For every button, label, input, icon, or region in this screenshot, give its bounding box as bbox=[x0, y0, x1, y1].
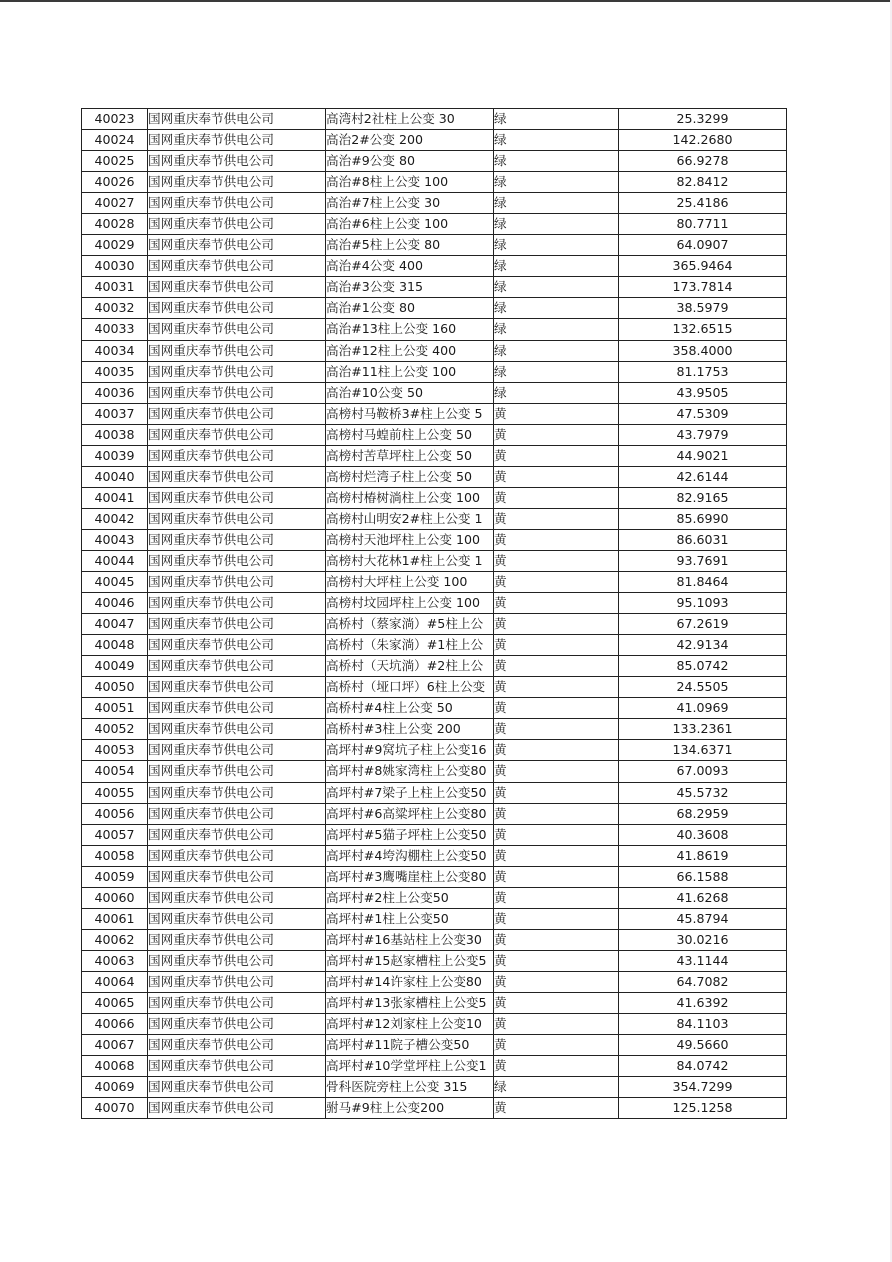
table-row bbox=[82, 214, 787, 235]
value-cell: 44.9021 bbox=[619, 445, 787, 466]
value-cell: 86.6031 bbox=[619, 529, 787, 550]
transformer-name-cell: 高治#13柱上公变 160 bbox=[326, 319, 494, 340]
table-row bbox=[82, 445, 787, 466]
transformer-name-cell: 高湾村2社柱上公变 30 bbox=[326, 109, 494, 130]
row-id-cell: 40027 bbox=[82, 193, 148, 214]
company-cell: 国网重庆奉节供电公司 bbox=[148, 698, 326, 719]
table-row bbox=[82, 740, 787, 761]
transformer-name-cell: 高治#9公变 80 bbox=[326, 151, 494, 172]
value-cell: 66.9278 bbox=[619, 151, 787, 172]
transformer-name-cell: 高坪村#6高粱坪柱上公变80 bbox=[326, 803, 494, 824]
transformer-name-cell: 高坪村#12刘家柱上公变10 bbox=[326, 1014, 494, 1035]
table-row bbox=[82, 719, 787, 740]
row-id-cell: 40052 bbox=[82, 719, 148, 740]
value-cell: 40.3608 bbox=[619, 824, 787, 845]
row-id-cell: 40046 bbox=[82, 593, 148, 614]
company-cell: 国网重庆奉节供电公司 bbox=[148, 298, 326, 319]
row-id-cell: 40049 bbox=[82, 656, 148, 677]
table-row bbox=[82, 761, 787, 782]
transformer-name-cell: 高坪村#9窝坑子柱上公变16 bbox=[326, 740, 494, 761]
status-color-cell: 黄 bbox=[494, 424, 619, 445]
row-id-cell: 40063 bbox=[82, 950, 148, 971]
company-cell: 国网重庆奉节供电公司 bbox=[148, 319, 326, 340]
table-row bbox=[82, 572, 787, 593]
value-cell: 142.2680 bbox=[619, 130, 787, 151]
company-cell: 国网重庆奉节供电公司 bbox=[148, 593, 326, 614]
transformer-name-cell: 高治#10公变 50 bbox=[326, 382, 494, 403]
company-cell: 国网重庆奉节供电公司 bbox=[148, 677, 326, 698]
company-cell: 国网重庆奉节供电公司 bbox=[148, 1077, 326, 1098]
table-row bbox=[82, 1014, 787, 1035]
status-color-cell: 黄 bbox=[494, 824, 619, 845]
transformer-name-cell: 高桥村#4柱上公变 50 bbox=[326, 698, 494, 719]
table-row bbox=[82, 193, 787, 214]
company-cell: 国网重庆奉节供电公司 bbox=[148, 887, 326, 908]
table-row bbox=[82, 529, 787, 550]
transformer-name-cell: 高坪村#5猫子坪柱上公变50 bbox=[326, 824, 494, 845]
value-cell: 354.7299 bbox=[619, 1077, 787, 1098]
status-color-cell: 绿 bbox=[494, 1077, 619, 1098]
company-cell: 国网重庆奉节供电公司 bbox=[148, 1014, 326, 1035]
transformer-name-cell: 高榜村天池坪柱上公变 100 bbox=[326, 529, 494, 550]
company-cell: 国网重庆奉节供电公司 bbox=[148, 803, 326, 824]
status-color-cell: 黄 bbox=[494, 656, 619, 677]
value-cell: 93.7691 bbox=[619, 550, 787, 571]
transformer-name-cell: 高桥村（天坑淌）#2柱上公 bbox=[326, 656, 494, 677]
transformer-name-cell: 高榜村马鞍桥3#柱上公变 5 bbox=[326, 403, 494, 424]
company-cell: 国网重庆奉节供电公司 bbox=[148, 256, 326, 277]
company-cell: 国网重庆奉节供电公司 bbox=[148, 424, 326, 445]
row-id-cell: 40025 bbox=[82, 151, 148, 172]
company-cell: 国网重庆奉节供电公司 bbox=[148, 761, 326, 782]
company-cell: 国网重庆奉节供电公司 bbox=[148, 109, 326, 130]
company-cell: 国网重庆奉节供电公司 bbox=[148, 908, 326, 929]
table-row bbox=[82, 908, 787, 929]
row-id-cell: 40043 bbox=[82, 529, 148, 550]
table-row bbox=[82, 635, 787, 656]
company-cell: 国网重庆奉节供电公司 bbox=[148, 277, 326, 298]
status-color-cell: 黄 bbox=[494, 866, 619, 887]
table-row bbox=[82, 677, 787, 698]
value-cell: 25.4186 bbox=[619, 193, 787, 214]
row-id-cell: 40040 bbox=[82, 466, 148, 487]
status-color-cell: 黄 bbox=[494, 572, 619, 593]
transformer-name-cell: 驸马#9柱上公变200 bbox=[326, 1098, 494, 1119]
status-color-cell: 黄 bbox=[494, 992, 619, 1013]
value-cell: 82.9165 bbox=[619, 487, 787, 508]
table-row bbox=[82, 803, 787, 824]
transformer-name-cell: 高坪村#13张家槽柱上公变5 bbox=[326, 992, 494, 1013]
row-id-cell: 40028 bbox=[82, 214, 148, 235]
table-row bbox=[82, 593, 787, 614]
transformer-name-cell: 高治#7柱上公变 30 bbox=[326, 193, 494, 214]
transformer-name-cell: 高榜村椿树淌柱上公变 100 bbox=[326, 487, 494, 508]
status-color-cell: 黄 bbox=[494, 971, 619, 992]
company-cell: 国网重庆奉节供电公司 bbox=[148, 529, 326, 550]
table-row bbox=[82, 256, 787, 277]
status-color-cell: 黄 bbox=[494, 719, 619, 740]
table-row bbox=[82, 950, 787, 971]
transformer-name-cell: 高治#3公变 315 bbox=[326, 277, 494, 298]
company-cell: 国网重庆奉节供电公司 bbox=[148, 550, 326, 571]
value-cell: 41.8619 bbox=[619, 845, 787, 866]
transformer-name-cell: 高桥村（蔡家淌）#5柱上公 bbox=[326, 614, 494, 635]
row-id-cell: 40026 bbox=[82, 172, 148, 193]
transformer-name-cell: 高榜村烂湾子柱上公变 50 bbox=[326, 466, 494, 487]
value-cell: 43.9505 bbox=[619, 382, 787, 403]
value-cell: 38.5979 bbox=[619, 298, 787, 319]
row-id-cell: 40042 bbox=[82, 508, 148, 529]
row-id-cell: 40062 bbox=[82, 929, 148, 950]
company-cell: 国网重庆奉节供电公司 bbox=[148, 845, 326, 866]
row-id-cell: 40064 bbox=[82, 971, 148, 992]
row-id-cell: 40038 bbox=[82, 424, 148, 445]
transformer-name-cell: 高坪村#15赵家槽柱上公变5 bbox=[326, 950, 494, 971]
value-cell: 45.5732 bbox=[619, 782, 787, 803]
row-id-cell: 40037 bbox=[82, 403, 148, 424]
value-cell: 67.2619 bbox=[619, 614, 787, 635]
status-color-cell: 黄 bbox=[494, 403, 619, 424]
value-cell: 365.9464 bbox=[619, 256, 787, 277]
table-row bbox=[82, 130, 787, 151]
value-cell: 43.7979 bbox=[619, 424, 787, 445]
status-color-cell: 黄 bbox=[494, 1014, 619, 1035]
status-color-cell: 黄 bbox=[494, 550, 619, 571]
company-cell: 国网重庆奉节供电公司 bbox=[148, 130, 326, 151]
value-cell: 134.6371 bbox=[619, 740, 787, 761]
row-id-cell: 40069 bbox=[82, 1077, 148, 1098]
transformer-name-cell: 骨科医院旁柱上公变 315 bbox=[326, 1077, 494, 1098]
row-id-cell: 40048 bbox=[82, 635, 148, 656]
company-cell: 国网重庆奉节供电公司 bbox=[148, 614, 326, 635]
company-cell: 国网重庆奉节供电公司 bbox=[148, 403, 326, 424]
value-cell: 66.1588 bbox=[619, 866, 787, 887]
company-cell: 国网重庆奉节供电公司 bbox=[148, 445, 326, 466]
transformer-name-cell: 高治#5柱上公变 80 bbox=[326, 235, 494, 256]
row-id-cell: 40053 bbox=[82, 740, 148, 761]
value-cell: 64.0907 bbox=[619, 235, 787, 256]
row-id-cell: 40051 bbox=[82, 698, 148, 719]
table-row bbox=[82, 824, 787, 845]
status-color-cell: 绿 bbox=[494, 340, 619, 361]
value-cell: 95.1093 bbox=[619, 593, 787, 614]
status-color-cell: 绿 bbox=[494, 172, 619, 193]
status-color-cell: 黄 bbox=[494, 1035, 619, 1056]
row-id-cell: 40054 bbox=[82, 761, 148, 782]
transformer-name-cell: 高治2#公变 200 bbox=[326, 130, 494, 151]
company-cell: 国网重庆奉节供电公司 bbox=[148, 1056, 326, 1077]
row-id-cell: 40035 bbox=[82, 361, 148, 382]
company-cell: 国网重庆奉节供电公司 bbox=[148, 635, 326, 656]
value-cell: 85.0742 bbox=[619, 656, 787, 677]
status-color-cell: 黄 bbox=[494, 614, 619, 635]
table-row bbox=[82, 698, 787, 719]
status-color-cell: 黄 bbox=[494, 929, 619, 950]
table-row bbox=[82, 929, 787, 950]
value-cell: 41.6268 bbox=[619, 887, 787, 908]
status-color-cell: 绿 bbox=[494, 382, 619, 403]
table-row bbox=[82, 466, 787, 487]
row-id-cell: 40057 bbox=[82, 824, 148, 845]
row-id-cell: 40024 bbox=[82, 130, 148, 151]
table-row bbox=[82, 235, 787, 256]
table-row bbox=[82, 656, 787, 677]
company-cell: 国网重庆奉节供电公司 bbox=[148, 740, 326, 761]
row-id-cell: 40055 bbox=[82, 782, 148, 803]
status-color-cell: 黄 bbox=[494, 740, 619, 761]
transformer-name-cell: 高坪村#10学堂坪柱上公变1 bbox=[326, 1056, 494, 1077]
status-color-cell: 绿 bbox=[494, 298, 619, 319]
row-id-cell: 40066 bbox=[82, 1014, 148, 1035]
transformer-name-cell: 高坪村#11院子槽公变50 bbox=[326, 1035, 494, 1056]
transformer-name-cell: 高坪村#7梁子上柱上公变50 bbox=[326, 782, 494, 803]
table-row bbox=[82, 866, 787, 887]
status-color-cell: 黄 bbox=[494, 529, 619, 550]
value-cell: 125.1258 bbox=[619, 1098, 787, 1119]
row-id-cell: 40060 bbox=[82, 887, 148, 908]
company-cell: 国网重庆奉节供电公司 bbox=[148, 1035, 326, 1056]
top-rule bbox=[0, 0, 892, 2]
value-cell: 132.6515 bbox=[619, 319, 787, 340]
company-cell: 国网重庆奉节供电公司 bbox=[148, 487, 326, 508]
table-row bbox=[82, 508, 787, 529]
row-id-cell: 40030 bbox=[82, 256, 148, 277]
company-cell: 国网重庆奉节供电公司 bbox=[148, 992, 326, 1013]
table-row bbox=[82, 1077, 787, 1098]
table-row bbox=[82, 845, 787, 866]
value-cell: 25.3299 bbox=[619, 109, 787, 130]
row-id-cell: 40065 bbox=[82, 992, 148, 1013]
transformer-name-cell: 高榜村马蝗前柱上公变 50 bbox=[326, 424, 494, 445]
status-color-cell: 绿 bbox=[494, 193, 619, 214]
company-cell: 国网重庆奉节供电公司 bbox=[148, 151, 326, 172]
status-color-cell: 黄 bbox=[494, 803, 619, 824]
company-cell: 国网重庆奉节供电公司 bbox=[148, 340, 326, 361]
value-cell: 82.8412 bbox=[619, 172, 787, 193]
transformer-name-cell: 高坪村#3鹰嘴崖柱上公变80 bbox=[326, 866, 494, 887]
company-cell: 国网重庆奉节供电公司 bbox=[148, 950, 326, 971]
table-row bbox=[82, 340, 787, 361]
transformer-name-cell: 高治#4公变 400 bbox=[326, 256, 494, 277]
status-color-cell: 绿 bbox=[494, 256, 619, 277]
transformer-name-cell: 高坪村#16基站柱上公变30 bbox=[326, 929, 494, 950]
status-color-cell: 绿 bbox=[494, 319, 619, 340]
transformer-name-cell: 高榜村山明安2#柱上公变 1 bbox=[326, 508, 494, 529]
status-color-cell: 黄 bbox=[494, 1098, 619, 1119]
row-id-cell: 40058 bbox=[82, 845, 148, 866]
table-row bbox=[82, 172, 787, 193]
transformer-name-cell: 高坪村#14许家柱上公变80 bbox=[326, 971, 494, 992]
transformer-name-cell: 高坪村#2柱上公变50 bbox=[326, 887, 494, 908]
table-row bbox=[82, 361, 787, 382]
transformer-name-cell: 高治#8柱上公变 100 bbox=[326, 172, 494, 193]
row-id-cell: 40033 bbox=[82, 319, 148, 340]
transformer-name-cell: 高榜村大坪柱上公变 100 bbox=[326, 572, 494, 593]
row-id-cell: 40070 bbox=[82, 1098, 148, 1119]
row-id-cell: 40061 bbox=[82, 908, 148, 929]
transformer-name-cell: 高治#1公变 80 bbox=[326, 298, 494, 319]
table-row bbox=[82, 319, 787, 340]
value-cell: 30.0216 bbox=[619, 929, 787, 950]
table-row bbox=[82, 403, 787, 424]
status-color-cell: 黄 bbox=[494, 593, 619, 614]
company-cell: 国网重庆奉节供电公司 bbox=[148, 656, 326, 677]
transformer-name-cell: 高榜村坟园坪柱上公变 100 bbox=[326, 593, 494, 614]
value-cell: 49.5660 bbox=[619, 1035, 787, 1056]
table-row bbox=[82, 382, 787, 403]
status-color-cell: 黄 bbox=[494, 761, 619, 782]
company-cell: 国网重庆奉节供电公司 bbox=[148, 929, 326, 950]
row-id-cell: 40047 bbox=[82, 614, 148, 635]
transformer-name-cell: 高治#6柱上公变 100 bbox=[326, 214, 494, 235]
transformer-name-cell: 高坪村#1柱上公变50 bbox=[326, 908, 494, 929]
status-color-cell: 黄 bbox=[494, 845, 619, 866]
company-cell: 国网重庆奉节供电公司 bbox=[148, 971, 326, 992]
company-cell: 国网重庆奉节供电公司 bbox=[148, 782, 326, 803]
value-cell: 64.7082 bbox=[619, 971, 787, 992]
transformer-name-cell: 高坪村#8姚家湾柱上公变80 bbox=[326, 761, 494, 782]
transformer-name-cell: 高桥村（垭口坪）6柱上公变 bbox=[326, 677, 494, 698]
table-row bbox=[82, 1056, 787, 1077]
status-color-cell: 黄 bbox=[494, 908, 619, 929]
row-id-cell: 40031 bbox=[82, 277, 148, 298]
value-cell: 68.2959 bbox=[619, 803, 787, 824]
table-row bbox=[82, 782, 787, 803]
value-cell: 42.6144 bbox=[619, 466, 787, 487]
company-cell: 国网重庆奉节供电公司 bbox=[148, 508, 326, 529]
status-color-cell: 黄 bbox=[494, 950, 619, 971]
value-cell: 85.6990 bbox=[619, 508, 787, 529]
status-color-cell: 黄 bbox=[494, 508, 619, 529]
transformer-name-cell: 高坪村#4垮沟棚柱上公变50 bbox=[326, 845, 494, 866]
status-color-cell: 绿 bbox=[494, 151, 619, 172]
company-cell: 国网重庆奉节供电公司 bbox=[148, 193, 326, 214]
status-color-cell: 黄 bbox=[494, 466, 619, 487]
status-color-cell: 黄 bbox=[494, 635, 619, 656]
status-color-cell: 绿 bbox=[494, 214, 619, 235]
status-color-cell: 黄 bbox=[494, 698, 619, 719]
row-id-cell: 40050 bbox=[82, 677, 148, 698]
status-color-cell: 绿 bbox=[494, 235, 619, 256]
value-cell: 84.1103 bbox=[619, 1014, 787, 1035]
table-row bbox=[82, 971, 787, 992]
transformer-name-cell: 高榜村苦草坪柱上公变 50 bbox=[326, 445, 494, 466]
company-cell: 国网重庆奉节供电公司 bbox=[148, 1098, 326, 1119]
company-cell: 国网重庆奉节供电公司 bbox=[148, 361, 326, 382]
table-row bbox=[82, 487, 787, 508]
status-color-cell: 黄 bbox=[494, 1056, 619, 1077]
company-cell: 国网重庆奉节供电公司 bbox=[148, 235, 326, 256]
row-id-cell: 40036 bbox=[82, 382, 148, 403]
transformer-name-cell: 高治#12柱上公变 400 bbox=[326, 340, 494, 361]
value-cell: 41.0969 bbox=[619, 698, 787, 719]
company-cell: 国网重庆奉节供电公司 bbox=[148, 719, 326, 740]
table-row bbox=[82, 550, 787, 571]
row-id-cell: 40044 bbox=[82, 550, 148, 571]
row-id-cell: 40068 bbox=[82, 1056, 148, 1077]
table-row bbox=[82, 298, 787, 319]
transformer-name-cell: 高治#11柱上公变 100 bbox=[326, 361, 494, 382]
value-cell: 45.8794 bbox=[619, 908, 787, 929]
company-cell: 国网重庆奉节供电公司 bbox=[148, 382, 326, 403]
transformer-table bbox=[81, 108, 787, 1119]
transformer-name-cell: 高桥村#3柱上公变 200 bbox=[326, 719, 494, 740]
value-cell: 42.9134 bbox=[619, 635, 787, 656]
row-id-cell: 40032 bbox=[82, 298, 148, 319]
value-cell: 80.7711 bbox=[619, 214, 787, 235]
value-cell: 81.8464 bbox=[619, 572, 787, 593]
value-cell: 84.0742 bbox=[619, 1056, 787, 1077]
value-cell: 67.0093 bbox=[619, 761, 787, 782]
company-cell: 国网重庆奉节供电公司 bbox=[148, 172, 326, 193]
value-cell: 41.6392 bbox=[619, 992, 787, 1013]
status-color-cell: 黄 bbox=[494, 887, 619, 908]
status-color-cell: 黄 bbox=[494, 487, 619, 508]
transformer-name-cell: 高桥村（朱家淌）#1柱上公 bbox=[326, 635, 494, 656]
row-id-cell: 40029 bbox=[82, 235, 148, 256]
row-id-cell: 40067 bbox=[82, 1035, 148, 1056]
row-id-cell: 40041 bbox=[82, 487, 148, 508]
row-id-cell: 40023 bbox=[82, 109, 148, 130]
status-color-cell: 绿 bbox=[494, 361, 619, 382]
row-id-cell: 40039 bbox=[82, 445, 148, 466]
row-id-cell: 40059 bbox=[82, 866, 148, 887]
table-row bbox=[82, 614, 787, 635]
status-color-cell: 绿 bbox=[494, 109, 619, 130]
status-color-cell: 绿 bbox=[494, 277, 619, 298]
table-row bbox=[82, 109, 787, 130]
status-color-cell: 黄 bbox=[494, 782, 619, 803]
table-row bbox=[82, 1098, 787, 1119]
row-id-cell: 40056 bbox=[82, 803, 148, 824]
company-cell: 国网重庆奉节供电公司 bbox=[148, 466, 326, 487]
company-cell: 国网重庆奉节供电公司 bbox=[148, 572, 326, 593]
table-row bbox=[82, 151, 787, 172]
company-cell: 国网重庆奉节供电公司 bbox=[148, 214, 326, 235]
company-cell: 国网重庆奉节供电公司 bbox=[148, 866, 326, 887]
row-id-cell: 40045 bbox=[82, 572, 148, 593]
value-cell: 43.1144 bbox=[619, 950, 787, 971]
value-cell: 358.4000 bbox=[619, 340, 787, 361]
table-row bbox=[82, 424, 787, 445]
value-cell: 81.1753 bbox=[619, 361, 787, 382]
table-row bbox=[82, 887, 787, 908]
status-color-cell: 黄 bbox=[494, 445, 619, 466]
value-cell: 173.7814 bbox=[619, 277, 787, 298]
value-cell: 47.5309 bbox=[619, 403, 787, 424]
transformer-name-cell: 高榜村大花林1#柱上公变 1 bbox=[326, 550, 494, 571]
row-id-cell: 40034 bbox=[82, 340, 148, 361]
company-cell: 国网重庆奉节供电公司 bbox=[148, 824, 326, 845]
table-row bbox=[82, 277, 787, 298]
value-cell: 24.5505 bbox=[619, 677, 787, 698]
table-row bbox=[82, 1035, 787, 1056]
status-color-cell: 绿 bbox=[494, 130, 619, 151]
table-row bbox=[82, 992, 787, 1013]
status-color-cell: 黄 bbox=[494, 677, 619, 698]
table-body bbox=[82, 109, 787, 1119]
value-cell: 133.2361 bbox=[619, 719, 787, 740]
